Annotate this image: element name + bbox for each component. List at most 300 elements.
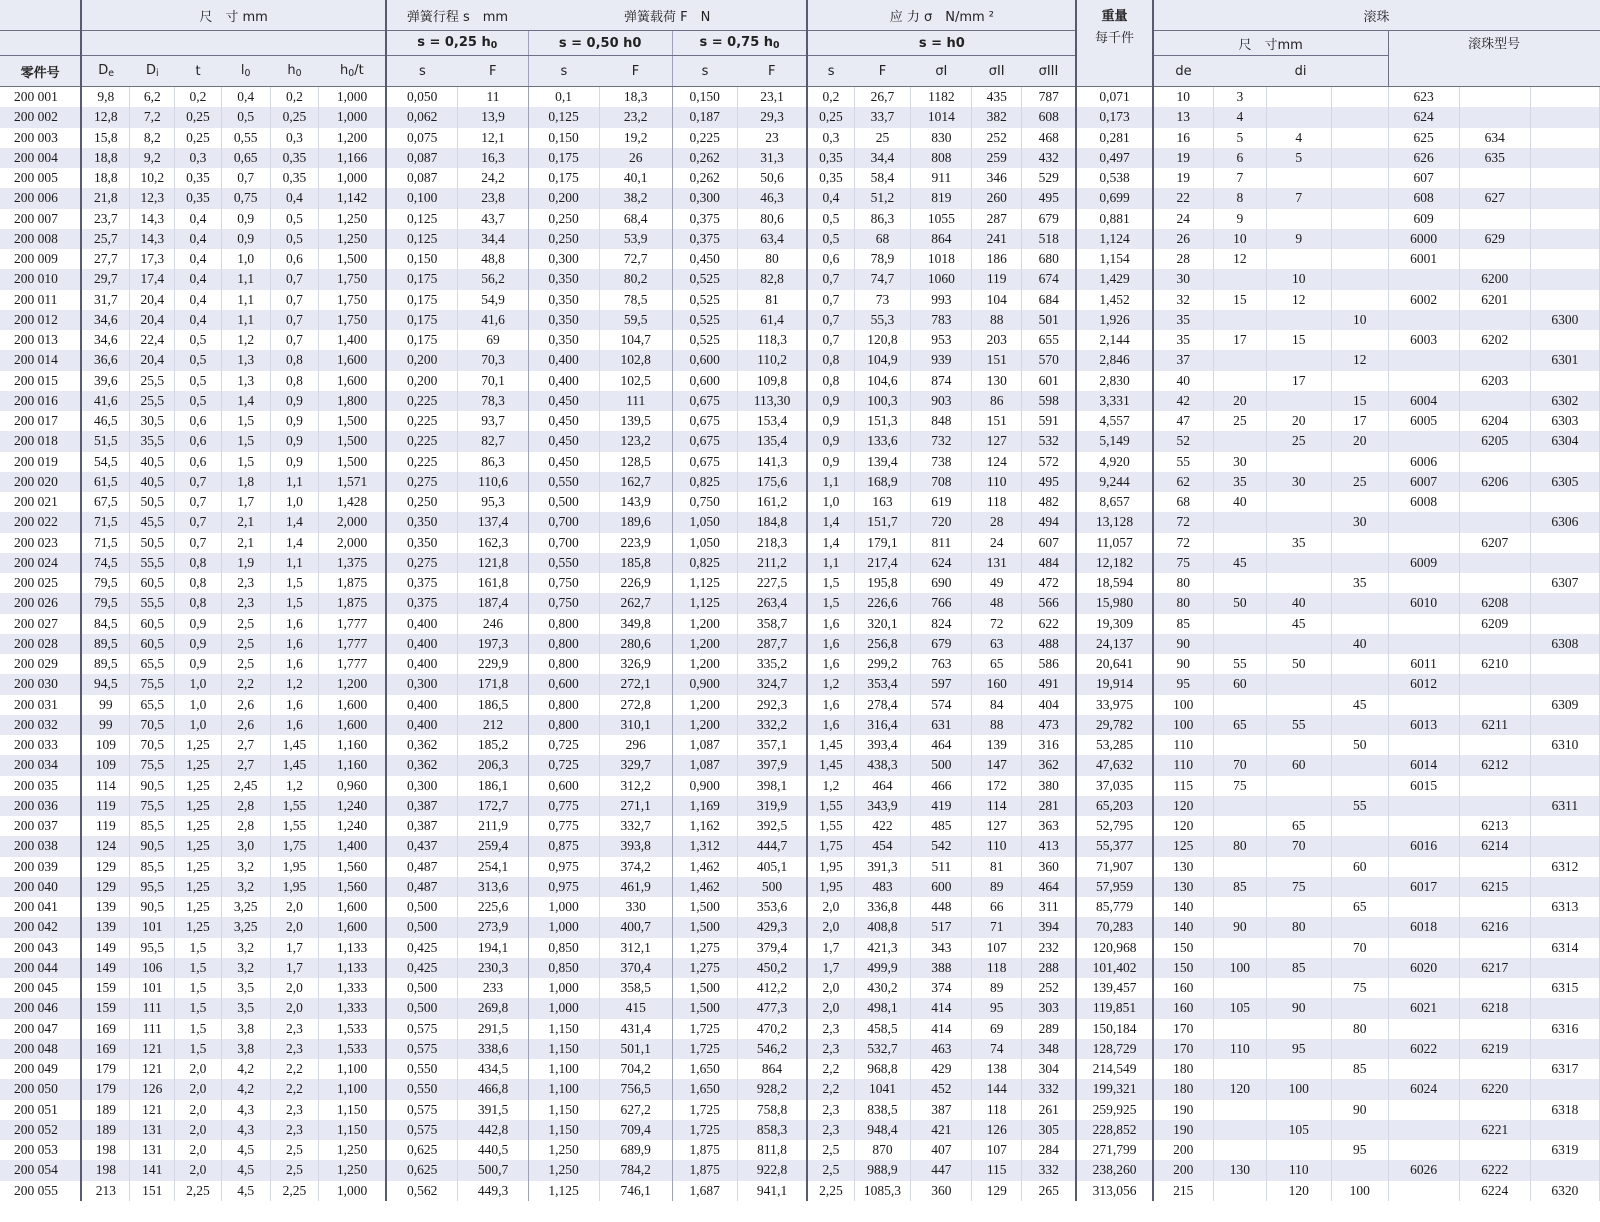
table-cell: 105 bbox=[1266, 1120, 1331, 1140]
table-cell: 941,1 bbox=[737, 1181, 807, 1201]
table-cell: 363 bbox=[1022, 816, 1077, 836]
table-cell: 1,750 bbox=[319, 310, 386, 330]
table-cell: 598 bbox=[1022, 391, 1077, 411]
table-cell: 2,3 bbox=[807, 1120, 854, 1140]
table-cell: 102,8 bbox=[599, 350, 672, 370]
table-cell bbox=[1530, 877, 1599, 897]
table-cell: 284 bbox=[1022, 1140, 1077, 1160]
table-cell: 2,7 bbox=[221, 735, 270, 755]
table-cell: 6008 bbox=[1388, 492, 1459, 512]
table-cell: 8,2 bbox=[130, 128, 175, 148]
table-cell: 0,9 bbox=[175, 654, 222, 674]
table-row bbox=[0, 634, 1600, 654]
table-cell: 422 bbox=[854, 816, 911, 836]
table-cell: 1,0 bbox=[175, 674, 222, 694]
table-cell: 151 bbox=[130, 1181, 175, 1201]
table-cell: 99 bbox=[81, 695, 130, 715]
table-cell: 238,260 bbox=[1076, 1160, 1152, 1180]
table-cell: 159 bbox=[81, 998, 130, 1018]
table-cell bbox=[1214, 573, 1267, 593]
table-cell: 22,4 bbox=[130, 330, 175, 350]
table-cell: 1,500 bbox=[319, 411, 386, 431]
table-cell: 6314 bbox=[1530, 938, 1599, 958]
table-cell: 11,057 bbox=[1076, 533, 1152, 553]
table-cell: 110,6 bbox=[458, 472, 528, 492]
table-cell: 0,6 bbox=[175, 411, 222, 431]
table-cell: 1,600 bbox=[319, 715, 386, 735]
table-cell: 2,0 bbox=[175, 1079, 222, 1099]
table-cell: 6310 bbox=[1530, 735, 1599, 755]
part-number-cell: 200 016 bbox=[0, 391, 81, 411]
table-cell bbox=[1214, 1140, 1267, 1160]
table-cell: 60 bbox=[1266, 755, 1331, 775]
table-cell: 51,5 bbox=[81, 431, 130, 451]
table-cell: 0,850 bbox=[528, 938, 599, 958]
table-cell: 838,5 bbox=[854, 1100, 911, 1120]
table-cell bbox=[1459, 168, 1530, 188]
table-cell: 1,000 bbox=[528, 917, 599, 937]
table-cell: 162,7 bbox=[599, 472, 672, 492]
table-row bbox=[0, 188, 1600, 208]
table-cell: 1,500 bbox=[319, 431, 386, 451]
table-cell: 138 bbox=[972, 1059, 1022, 1079]
table-cell: 85,779 bbox=[1076, 897, 1152, 917]
table-cell: 0,225 bbox=[386, 452, 458, 472]
table-cell: 170 bbox=[1153, 1019, 1214, 1039]
table-cell: 0,725 bbox=[528, 735, 599, 755]
table-cell: 230,3 bbox=[458, 958, 528, 978]
table-cell: 1,5 bbox=[270, 593, 319, 613]
table-cell: 1,600 bbox=[319, 695, 386, 715]
table-cell bbox=[1388, 1059, 1459, 1079]
table-cell: 0,25 bbox=[807, 107, 854, 127]
part-number-cell: 200 008 bbox=[0, 229, 81, 249]
table-cell: 6205 bbox=[1459, 431, 1530, 451]
table-cell: 111 bbox=[599, 391, 672, 411]
table-cell: 65 bbox=[1266, 816, 1331, 836]
table-cell: 88 bbox=[972, 715, 1022, 735]
table-cell: 60,5 bbox=[130, 614, 175, 634]
table-cell: 1,6 bbox=[270, 715, 319, 735]
table-cell: 131 bbox=[130, 1140, 175, 1160]
table-cell bbox=[1388, 796, 1459, 816]
table-cell: 190 bbox=[1153, 1100, 1214, 1120]
table-cell: 0,75 bbox=[221, 188, 270, 208]
col-F-050: F bbox=[599, 56, 672, 87]
table-cell: 72 bbox=[1153, 512, 1214, 532]
table-cell: 1,95 bbox=[807, 877, 854, 897]
table-cell: 2,5 bbox=[221, 614, 270, 634]
table-cell: 784,2 bbox=[599, 1160, 672, 1180]
table-cell: 70 bbox=[1266, 836, 1331, 856]
table-cell: 572 bbox=[1022, 452, 1077, 472]
table-cell: 151 bbox=[972, 350, 1022, 370]
table-cell: 123,2 bbox=[599, 431, 672, 451]
table-cell: 4 bbox=[1214, 107, 1267, 127]
table-cell: 289 bbox=[1022, 1019, 1077, 1039]
table-row bbox=[0, 290, 1600, 310]
table-cell: 23,1 bbox=[737, 87, 807, 108]
table-cell: 1,75 bbox=[270, 836, 319, 856]
table-cell: 53,9 bbox=[599, 229, 672, 249]
table-cell: 0,6 bbox=[175, 431, 222, 451]
table-cell: 124 bbox=[81, 836, 130, 856]
table-cell bbox=[1388, 350, 1459, 370]
table-cell: 1,462 bbox=[672, 877, 737, 897]
table-cell: 358,5 bbox=[599, 978, 672, 998]
table-cell: 86 bbox=[972, 391, 1022, 411]
col-di: di bbox=[1214, 56, 1389, 87]
table-cell: 185,8 bbox=[599, 553, 672, 573]
table-cell bbox=[1214, 1120, 1267, 1140]
table-cell: 0,525 bbox=[672, 330, 737, 350]
table-cell: 0,550 bbox=[386, 1059, 458, 1079]
table-cell bbox=[1530, 249, 1599, 269]
table-row bbox=[0, 755, 1600, 775]
table-cell: 6200 bbox=[1459, 269, 1530, 289]
table-cell: 1,55 bbox=[270, 816, 319, 836]
table-cell: 6009 bbox=[1388, 553, 1459, 573]
table-cell: 194,1 bbox=[458, 938, 528, 958]
table-cell: 65,5 bbox=[130, 695, 175, 715]
table-cell: 121 bbox=[130, 1059, 175, 1079]
table-row bbox=[0, 1100, 1600, 1120]
table-cell: 48 bbox=[972, 593, 1022, 613]
table-cell: 6303 bbox=[1530, 411, 1599, 431]
table-cell bbox=[1459, 87, 1530, 108]
table-cell: 6313 bbox=[1530, 897, 1599, 917]
table-cell: 9,2 bbox=[130, 148, 175, 168]
table-cell: 1,000 bbox=[319, 168, 386, 188]
table-cell: 13 bbox=[1153, 107, 1214, 127]
table-cell bbox=[1530, 917, 1599, 937]
table-cell: 597 bbox=[911, 674, 972, 694]
table-cell: 1,0 bbox=[221, 249, 270, 269]
table-cell: 80 bbox=[1153, 593, 1214, 613]
table-cell: 41,6 bbox=[81, 391, 130, 411]
table-cell: 1,087 bbox=[672, 735, 737, 755]
table-cell: 0,675 bbox=[672, 431, 737, 451]
table-cell: 1,5 bbox=[175, 938, 222, 958]
table-cell: 454 bbox=[854, 836, 911, 856]
table-cell bbox=[1388, 695, 1459, 715]
table-cell: 35 bbox=[1214, 472, 1267, 492]
table-cell: 12,8 bbox=[81, 107, 130, 127]
table-cell: 17,3 bbox=[130, 249, 175, 269]
table-cell: 1,2 bbox=[221, 330, 270, 350]
table-cell: 1,25 bbox=[175, 776, 222, 796]
table-cell: 22 bbox=[1153, 188, 1214, 208]
table-row bbox=[0, 897, 1600, 917]
table-cell: 280,6 bbox=[599, 634, 672, 654]
balls-header: 滚珠 bbox=[1153, 0, 1600, 31]
table-cell: 864 bbox=[911, 229, 972, 249]
part-number-cell: 200 009 bbox=[0, 249, 81, 269]
table-cell: 783 bbox=[911, 310, 972, 330]
table-cell bbox=[1266, 1019, 1331, 1039]
table-cell: 374 bbox=[911, 978, 972, 998]
table-cell: 12 bbox=[1331, 350, 1388, 370]
table-cell bbox=[1530, 87, 1599, 108]
table-cell: 4,5 bbox=[221, 1160, 270, 1180]
table-cell: 287,7 bbox=[737, 634, 807, 654]
table-cell: 6320 bbox=[1530, 1181, 1599, 1201]
table-cell: 7,2 bbox=[130, 107, 175, 127]
table-cell: 120,8 bbox=[854, 330, 911, 350]
table-cell: 71,907 bbox=[1076, 857, 1152, 877]
table-cell: 1,087 bbox=[672, 755, 737, 775]
table-cell: 0,450 bbox=[528, 391, 599, 411]
table-cell: 34,6 bbox=[81, 330, 130, 350]
table-cell: 0,225 bbox=[386, 391, 458, 411]
table-cell: 6210 bbox=[1459, 654, 1530, 674]
table-cell: 6003 bbox=[1388, 330, 1459, 350]
table-cell: 35 bbox=[1153, 330, 1214, 350]
table-cell: 23,2 bbox=[599, 107, 672, 127]
part-number-cell: 200 025 bbox=[0, 573, 81, 593]
table-cell bbox=[1214, 938, 1267, 958]
table-cell: 0,3 bbox=[175, 148, 222, 168]
table-cell: 811,8 bbox=[737, 1140, 807, 1160]
table-cell: 70 bbox=[1214, 755, 1267, 775]
table-cell: 1,4 bbox=[270, 533, 319, 553]
table-cell: 55 bbox=[1331, 796, 1388, 816]
table-cell: 17 bbox=[1331, 411, 1388, 431]
table-cell: 29,3 bbox=[737, 107, 807, 127]
table-cell: 4 bbox=[1266, 128, 1331, 148]
table-cell bbox=[1459, 209, 1530, 229]
table-cell bbox=[1214, 371, 1267, 391]
table-cell: 212 bbox=[458, 715, 528, 735]
table-cell: 1,429 bbox=[1076, 269, 1152, 289]
table-cell: 1,142 bbox=[319, 188, 386, 208]
table-cell: 170 bbox=[1153, 1039, 1214, 1059]
table-cell: 1,275 bbox=[672, 958, 737, 978]
table-cell: 483 bbox=[854, 877, 911, 897]
table-cell: 179,1 bbox=[854, 533, 911, 553]
table-cell: 3,5 bbox=[221, 978, 270, 998]
table-cell: 0,387 bbox=[386, 816, 458, 836]
table-cell: 488 bbox=[1022, 634, 1077, 654]
table-cell: 278,4 bbox=[854, 695, 911, 715]
table-cell: 1,25 bbox=[175, 877, 222, 897]
table-cell: 0,7 bbox=[807, 290, 854, 310]
part-number-cell: 200 039 bbox=[0, 857, 81, 877]
table-cell: 1,45 bbox=[807, 755, 854, 775]
table-row bbox=[0, 209, 1600, 229]
table-cell: 0,400 bbox=[528, 371, 599, 391]
table-cell: 140 bbox=[1153, 917, 1214, 937]
table-cell: 1,200 bbox=[672, 614, 737, 634]
part-number-cell: 200 031 bbox=[0, 695, 81, 715]
table-cell: 3,2 bbox=[221, 938, 270, 958]
table-row bbox=[0, 1140, 1600, 1160]
table-cell: 1,5 bbox=[221, 411, 270, 431]
table-cell: 139,5 bbox=[599, 411, 672, 431]
table-cell: 0,5 bbox=[175, 350, 222, 370]
table-cell: 256,8 bbox=[854, 634, 911, 654]
table-cell: 346 bbox=[972, 168, 1022, 188]
table-cell: 169 bbox=[81, 1039, 130, 1059]
table-cell: 0,675 bbox=[672, 391, 737, 411]
table-cell: 1,0 bbox=[807, 492, 854, 512]
header-row-columns bbox=[0, 56, 1600, 87]
table-cell: 139 bbox=[972, 735, 1022, 755]
table-cell: 1,1 bbox=[270, 553, 319, 573]
table-cell: 6004 bbox=[1388, 391, 1459, 411]
table-cell bbox=[1459, 938, 1530, 958]
table-cell bbox=[1331, 188, 1388, 208]
table-cell: 1,500 bbox=[672, 998, 737, 1018]
table-cell: 85 bbox=[1214, 877, 1267, 897]
col-s-075: s bbox=[672, 56, 737, 87]
table-cell: 1,25 bbox=[175, 816, 222, 836]
table-cell: 6319 bbox=[1530, 1140, 1599, 1160]
table-cell: 2,0 bbox=[175, 1120, 222, 1140]
table-cell: 0,625 bbox=[386, 1140, 458, 1160]
table-cell: 40 bbox=[1331, 634, 1388, 654]
table-cell: 6010 bbox=[1388, 593, 1459, 613]
table-cell: 55,3 bbox=[854, 310, 911, 330]
table-cell bbox=[1266, 391, 1331, 411]
table-cell bbox=[1331, 836, 1388, 856]
table-cell: 0,7 bbox=[807, 310, 854, 330]
table-cell: 139,4 bbox=[854, 452, 911, 472]
table-cell: 634 bbox=[1459, 128, 1530, 148]
table-cell: 1,333 bbox=[319, 998, 386, 1018]
table-cell: 72,7 bbox=[599, 249, 672, 269]
table-row bbox=[0, 168, 1600, 188]
table-cell: 27,7 bbox=[81, 249, 130, 269]
table-row bbox=[0, 695, 1600, 715]
table-cell: 6000 bbox=[1388, 229, 1459, 249]
table-cell bbox=[1331, 330, 1388, 350]
table-row bbox=[0, 310, 1600, 330]
table-cell: 2,3 bbox=[270, 1039, 319, 1059]
table-cell: 25 bbox=[1331, 472, 1388, 492]
table-cell: 169 bbox=[81, 1019, 130, 1039]
table-cell: 0,275 bbox=[386, 553, 458, 573]
table-cell: 206,3 bbox=[458, 755, 528, 775]
table-cell bbox=[1388, 512, 1459, 532]
table-cell bbox=[1388, 938, 1459, 958]
table-cell: 126 bbox=[130, 1079, 175, 1099]
table-cell: 0,7 bbox=[807, 330, 854, 350]
table-cell: 88 bbox=[972, 310, 1022, 330]
table-cell: 0,175 bbox=[528, 148, 599, 168]
table-cell: 1,240 bbox=[319, 796, 386, 816]
table-cell: 7 bbox=[1214, 168, 1267, 188]
table-cell: 464 bbox=[911, 735, 972, 755]
table-cell bbox=[1214, 431, 1267, 451]
table-cell: 0,350 bbox=[528, 290, 599, 310]
table-cell: 137,4 bbox=[458, 512, 528, 532]
table-cell: 81 bbox=[737, 290, 807, 310]
table-cell: 0,4 bbox=[270, 188, 319, 208]
table-cell bbox=[1388, 614, 1459, 634]
table-cell: 1,250 bbox=[319, 229, 386, 249]
table-cell bbox=[1266, 634, 1331, 654]
table-cell: 607 bbox=[1388, 168, 1459, 188]
table-cell: 0,4 bbox=[807, 188, 854, 208]
table-cell: 388 bbox=[911, 958, 972, 978]
table-cell: 6001 bbox=[1388, 249, 1459, 269]
table-cell: 1,7 bbox=[807, 958, 854, 978]
table-cell: 68 bbox=[854, 229, 911, 249]
table-cell: 75 bbox=[1214, 776, 1267, 796]
part-number-cell: 200 030 bbox=[0, 674, 81, 694]
table-cell: 0,525 bbox=[672, 290, 737, 310]
table-cell: 89,5 bbox=[81, 654, 130, 674]
table-cell: 175,6 bbox=[737, 472, 807, 492]
table-cell: 6204 bbox=[1459, 411, 1530, 431]
table-cell: 0,175 bbox=[386, 290, 458, 310]
table-cell: 0,575 bbox=[386, 1039, 458, 1059]
table-cell: 121 bbox=[130, 1100, 175, 1120]
table-cell: 25 bbox=[1266, 431, 1331, 451]
table-cell: 29,7 bbox=[81, 269, 130, 289]
table-cell: 6222 bbox=[1459, 1160, 1530, 1180]
table-cell: 17 bbox=[1214, 330, 1267, 350]
table-cell bbox=[1331, 877, 1388, 897]
table-cell: 608 bbox=[1022, 107, 1077, 127]
table-cell: 0,825 bbox=[672, 472, 737, 492]
table-cell: 58,4 bbox=[854, 168, 911, 188]
table-cell: 988,9 bbox=[854, 1160, 911, 1180]
table-cell bbox=[1214, 1181, 1267, 1201]
table-cell: 0,35 bbox=[807, 148, 854, 168]
table-cell: 1,5 bbox=[270, 573, 319, 593]
table-cell bbox=[1266, 107, 1331, 127]
table-cell: 6024 bbox=[1388, 1079, 1459, 1099]
table-cell: 0,575 bbox=[386, 1019, 458, 1039]
table-cell: 140 bbox=[1153, 897, 1214, 917]
table-cell: 392,5 bbox=[737, 816, 807, 836]
table-row bbox=[0, 350, 1600, 370]
part-number-cell: 200 013 bbox=[0, 330, 81, 350]
table-cell: 15 bbox=[1214, 290, 1267, 310]
table-cell: 199,321 bbox=[1076, 1079, 1152, 1099]
table-cell: 1,500 bbox=[319, 249, 386, 269]
table-cell: 324,7 bbox=[737, 674, 807, 694]
table-cell: 0,350 bbox=[386, 512, 458, 532]
table-cell: 8,657 bbox=[1076, 492, 1152, 512]
table-cell: 500,7 bbox=[458, 1160, 528, 1180]
table-cell: 135,4 bbox=[737, 431, 807, 451]
table-cell: 1,200 bbox=[672, 695, 737, 715]
table-cell: 50 bbox=[1331, 735, 1388, 755]
table-cell: 5 bbox=[1214, 128, 1267, 148]
table-cell bbox=[1459, 1059, 1530, 1079]
table-cell: 79,5 bbox=[81, 573, 130, 593]
table-cell: 190 bbox=[1153, 1120, 1214, 1140]
table-cell: 4,920 bbox=[1076, 452, 1152, 472]
table-cell: 0,350 bbox=[528, 269, 599, 289]
table-cell: 1,500 bbox=[672, 978, 737, 998]
table-cell: 47,632 bbox=[1076, 755, 1152, 775]
table-cell: 819 bbox=[911, 188, 972, 208]
dimensions-subheader bbox=[81, 31, 386, 56]
col-s-050: s bbox=[528, 56, 599, 87]
table-cell: 0,5 bbox=[175, 330, 222, 350]
table-cell: 110 bbox=[1266, 1160, 1331, 1180]
table-cell: 0,7 bbox=[175, 533, 222, 553]
table-cell: 1,55 bbox=[807, 816, 854, 836]
table-cell bbox=[1388, 978, 1459, 998]
table-cell: 50,5 bbox=[130, 492, 175, 512]
table-cell: 60 bbox=[1214, 674, 1267, 694]
table-cell: 305 bbox=[1022, 1120, 1077, 1140]
